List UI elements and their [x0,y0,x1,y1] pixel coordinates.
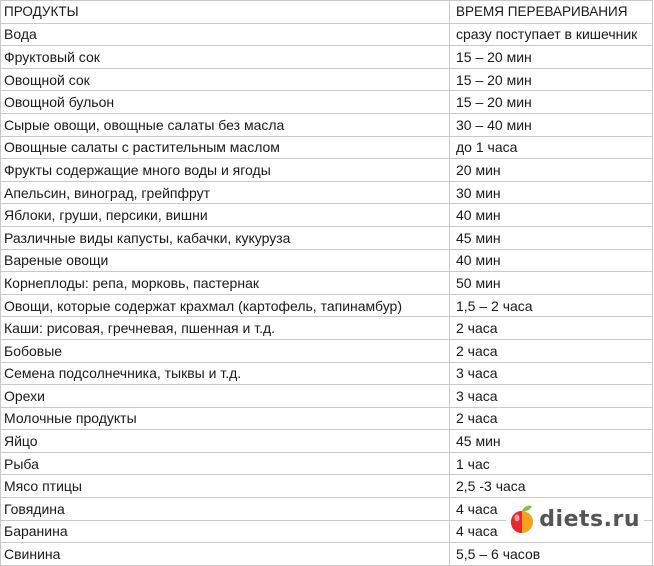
digestion-time-cell: 5,5 – 6 часов [450,543,653,566]
table-row [1,204,653,227]
header-products: ПРОДУКТЫ [1,1,450,24]
product-cell: Говядина [1,498,450,521]
digestion-time-cell: 40 мин [450,204,653,227]
digestion-time-cell: 1,5 – 2 часа [450,294,653,317]
table-row [1,362,653,385]
table-row [1,407,653,430]
table-row [1,452,653,475]
table-row [1,159,653,182]
digestion-time-cell: 40 мин [450,249,653,272]
product-cell: Фрукты содержащие много воды и ягоды [1,159,450,182]
product-cell: Яблоки, груши, персики, вишни [1,204,450,227]
digestion-time-cell: 4 часа [450,520,653,543]
table-row [1,136,653,159]
product-cell: Овощные салаты с растительным маслом [1,136,450,159]
digestion-time-cell: 3 часа [450,385,653,408]
product-cell: Молочные продукты [1,407,450,430]
digestion-time-cell: 15 – 20 мин [450,46,653,69]
product-cell: Баранина [1,520,450,543]
digestion-time-cell: 15 – 20 мин [450,91,653,114]
product-cell: Овощи, которые содержат крахмал (картофель, тапинамбур) [1,294,450,317]
product-cell: Семена подсолнечника, тыквы и т.д. [1,362,450,385]
table-row [1,543,653,566]
table-header-row [1,1,653,24]
product-cell: Овощной бульон [1,91,450,114]
table-row [1,430,653,453]
digestion-time-cell: 45 мин [450,430,653,453]
header-digestion-time: ВРЕМЯ ПЕРЕВАРИВАНИЯ [450,1,653,24]
product-cell: Вареные овощи [1,249,450,272]
table-row [1,339,653,362]
digestion-time-cell: 30 – 40 мин [450,113,653,136]
apple-icon [508,504,536,534]
product-cell: Рыба [1,452,450,475]
digestion-time-cell: сразу поступает в кишечник [450,23,653,46]
digestion-time-cell: 3 часа [450,362,653,385]
digestion-time-cell: 2 часа [450,339,653,362]
product-cell: Вода [1,23,450,46]
table-row [1,23,653,46]
digestion-time-cell: 45 мин [450,226,653,249]
product-cell: Бобовые [1,339,450,362]
product-cell: Апельсин, виноград, грейпфрут [1,181,450,204]
table-row [1,226,653,249]
digestion-time-cell: до 1 часа [450,136,653,159]
product-cell: Мясо птицы [1,475,450,498]
diets-logo [506,504,644,534]
digestion-time-cell: 2 часа [450,317,653,340]
product-cell: Свинина [1,543,450,566]
table-row [1,249,653,272]
table-row [1,181,653,204]
product-cell: Корнеплоды: репа, морковь, пастернак [1,272,450,295]
digestion-time-cell: 50 мин [450,272,653,295]
table-row [1,385,653,408]
product-cell: Орехи [1,385,450,408]
table-row [1,475,653,498]
product-cell: Овощной сок [1,68,450,91]
table-row [1,294,653,317]
digestion-time-cell: 4 часа [450,498,653,521]
digestion-time-cell: 1 час [450,452,653,475]
table-row [1,113,653,136]
table-row [1,272,653,295]
digestion-time-cell: 30 мин [450,181,653,204]
logo-text: diets.ru [539,506,640,532]
table-row [1,46,653,69]
product-cell: Фруктовый сок [1,46,450,69]
product-cell: Каши: рисовая, гречневая, пшенная и т.д. [1,317,450,340]
digestion-time-cell: 15 – 20 мин [450,68,653,91]
product-cell: Различные виды капусты, кабачки, кукуруза [1,226,450,249]
table-row [1,91,653,114]
table-row [1,317,653,340]
digestion-time-cell: 20 мин [450,159,653,182]
digestion-time-cell: 2 часа [450,407,653,430]
product-cell: Сырые овощи, овощные салаты без масла [1,113,450,136]
table-row [1,68,653,91]
digestion-time-cell: 2,5 -3 часа [450,475,653,498]
product-cell: Яйцо [1,430,450,453]
